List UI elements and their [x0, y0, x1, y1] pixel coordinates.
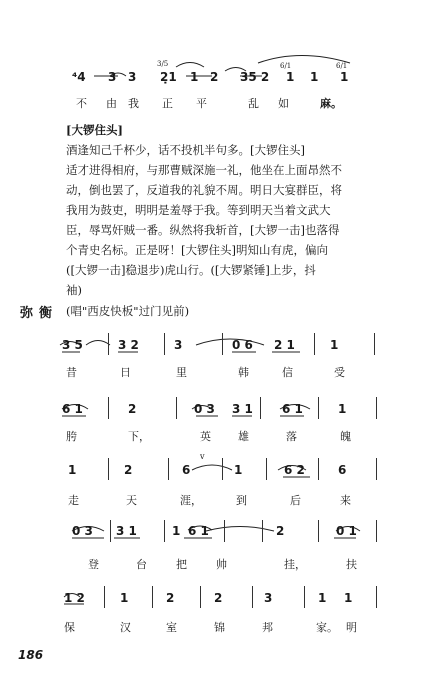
- barline: [176, 397, 177, 419]
- note: 2: [166, 591, 175, 605]
- dialogue-line: 个青史名标。正是呀！[大锣住头]明知山有虎，偏向: [66, 243, 328, 257]
- lyric: 扶: [346, 558, 357, 571]
- note: 3: [174, 338, 183, 352]
- lyric: 明: [346, 621, 357, 634]
- lyric: 韩: [238, 366, 249, 379]
- note: 6 1: [62, 402, 83, 416]
- barline: [108, 333, 109, 355]
- note: 0 3: [72, 524, 93, 538]
- lyric: 锦: [214, 621, 225, 634]
- note: 0 3: [194, 402, 215, 416]
- lyric: 涯，: [180, 494, 202, 507]
- dialogue-line: ([大锣一击]稳退步)虎山行。([大锣紧锤]上步，抖: [66, 263, 316, 277]
- note: 3 5: [62, 338, 83, 352]
- lyric: 落: [286, 430, 297, 443]
- lyric: 信: [282, 366, 293, 379]
- lyric: 走: [68, 494, 79, 507]
- note: 1: [234, 463, 243, 477]
- note: 1: [286, 70, 295, 84]
- barline: [318, 520, 319, 542]
- note: ⁴4: [72, 70, 86, 84]
- note: 1: [310, 70, 319, 84]
- dialogue-line: 臣，辱骂奸贼一番。纵然将我斩首，[大锣一击]也落得: [66, 223, 340, 237]
- lyric: 邦: [262, 621, 273, 634]
- note: 6: [338, 463, 347, 477]
- lyric: 平: [196, 97, 207, 110]
- barline: [376, 458, 377, 480]
- lyric: 保: [64, 621, 75, 634]
- lyric: 挂，: [284, 558, 306, 571]
- barline: [376, 397, 377, 419]
- barline: [262, 520, 263, 542]
- note: 1 2: [64, 591, 85, 605]
- barline: [108, 397, 109, 419]
- character-direction: (唱"西皮快板"过门见前): [66, 304, 190, 318]
- note: 3 1: [116, 524, 137, 538]
- barline: [110, 520, 111, 542]
- barline: [260, 397, 261, 419]
- barline: [376, 586, 377, 608]
- barline: [314, 333, 315, 355]
- barline: [222, 458, 223, 480]
- lyric: 我: [128, 97, 139, 110]
- lyric: 如: [278, 97, 289, 110]
- lyric: 登: [88, 558, 99, 571]
- note: 1: [344, 591, 353, 605]
- note: 0 1: [336, 524, 357, 538]
- note: 2̣1: [160, 70, 177, 84]
- page-number: 186: [18, 648, 44, 662]
- barline: [374, 333, 375, 355]
- grace-note: 6/1: [280, 62, 292, 70]
- grace-note: 6/1: [336, 62, 348, 70]
- note: 35 2: [240, 70, 270, 84]
- note: 2: [276, 524, 285, 538]
- barline: [108, 458, 109, 480]
- barline: [318, 458, 319, 480]
- note: 3 1: [232, 402, 253, 416]
- note: 1: [318, 591, 327, 605]
- note: 1: [340, 70, 349, 84]
- lyric: 乱: [248, 97, 259, 110]
- lyric: 麻。: [320, 97, 342, 110]
- lyric: 受: [334, 366, 345, 379]
- stage-direction: [大锣住头]: [66, 123, 123, 137]
- barline: [376, 520, 377, 542]
- dialogue-line: 适才进得相府，与那曹贼深施一礼，他坐在上面昂然不: [66, 163, 342, 177]
- note: 1: [120, 591, 129, 605]
- lyric: 不: [76, 97, 87, 110]
- lyric: 下，: [128, 430, 150, 443]
- note: 2: [128, 402, 137, 416]
- lyric: 台: [136, 558, 147, 571]
- lyric: 天: [126, 494, 137, 507]
- barline: [168, 458, 169, 480]
- lyric: 室: [166, 621, 177, 634]
- lyric: 雄: [238, 430, 249, 443]
- note: 1: [172, 524, 181, 538]
- lyric: 帅: [216, 558, 227, 571]
- note: 1: [190, 70, 199, 84]
- note: 1: [330, 338, 339, 352]
- lyric: 正: [162, 97, 173, 110]
- note: 3: [264, 591, 273, 605]
- barline: [164, 520, 165, 542]
- lyric: 里: [176, 366, 187, 379]
- dialogue-line: 酒逢知己千杯少，话不投机半句多。[大锣住头]: [66, 143, 305, 157]
- barline: [164, 333, 165, 355]
- note: 6 1: [282, 402, 303, 416]
- note: 2: [124, 463, 133, 477]
- accent-mark: v: [200, 452, 205, 461]
- note: 0 6: [232, 338, 253, 352]
- note: 6 2: [284, 463, 305, 477]
- note: 1: [338, 402, 347, 416]
- lyric: 家。: [316, 621, 338, 634]
- barline: [152, 586, 153, 608]
- barline: [266, 458, 267, 480]
- lyric: 魄: [340, 430, 351, 443]
- dialogue-line: 我用为鼓吏，明明是羞辱于我。等到明天当着文武大: [66, 203, 331, 217]
- barline: [304, 586, 305, 608]
- lyric: 汉: [120, 621, 131, 634]
- lyric: 来: [340, 494, 351, 507]
- note: 6 1: [188, 524, 209, 538]
- note: 2 1: [274, 338, 295, 352]
- note: 6: [182, 463, 191, 477]
- lyric: 昔: [66, 366, 77, 379]
- lyric: 日: [120, 366, 131, 379]
- lyric: 到: [236, 494, 247, 507]
- lyric: 英: [200, 430, 211, 443]
- lyric: 后: [290, 494, 301, 507]
- note: 3: [108, 70, 117, 84]
- note: 3: [128, 70, 137, 84]
- dialogue-line: 动，倒也罢了，反道我的礼貌不周。明日大宴群臣，将: [66, 183, 342, 197]
- barline: [200, 586, 201, 608]
- note: 1: [68, 463, 77, 477]
- barline: [252, 586, 253, 608]
- note: 2: [214, 591, 223, 605]
- barline: [318, 397, 319, 419]
- note: 3 2: [118, 338, 139, 352]
- dialogue-line: 袖): [66, 283, 82, 297]
- barline: [222, 333, 223, 355]
- lyric: 胯: [66, 430, 77, 443]
- barline: [224, 520, 225, 542]
- character-name: 弥衡: [20, 306, 59, 321]
- barline: [104, 586, 105, 608]
- grace-note: 3/5: [157, 60, 169, 68]
- lyric: 把: [176, 558, 187, 571]
- note: 2: [210, 70, 219, 84]
- lyric: 由: [106, 97, 117, 110]
